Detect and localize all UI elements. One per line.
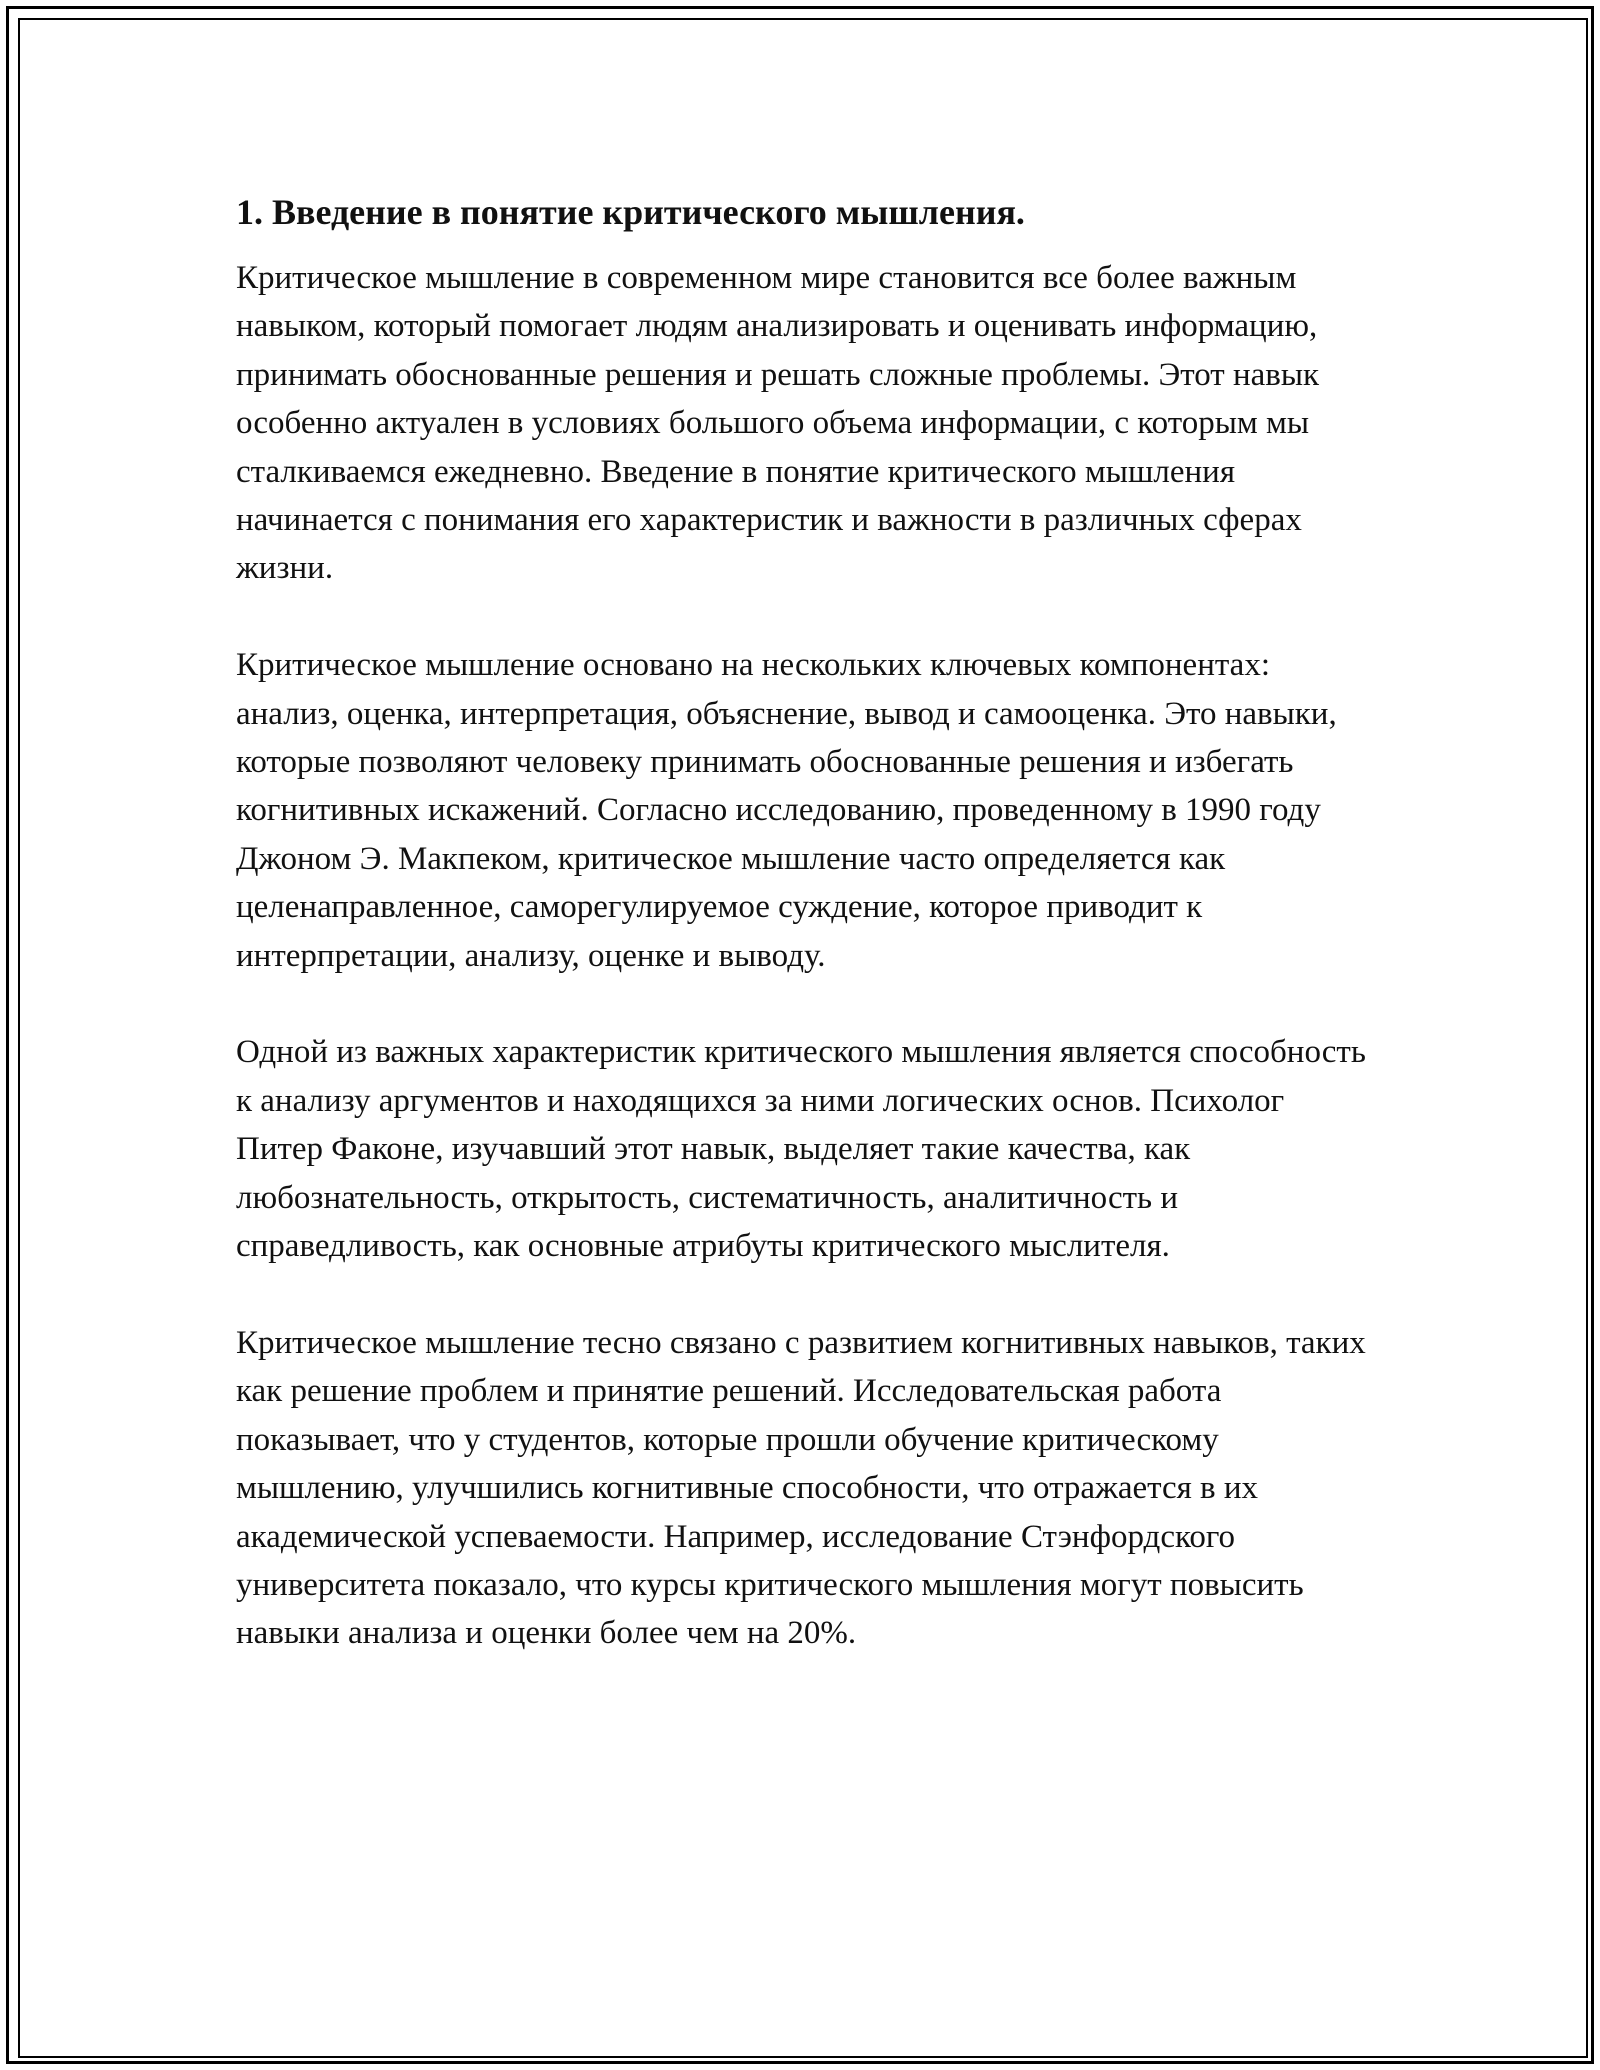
section-heading: 1. Введение в понятие критического мышления. (236, 192, 1025, 232)
paragraph-4: Критическое мышление тесно связано с развитием когнитивных навыков, таких как решение проблем и принятие решений. Исследовательская работа показывает, что у студентов, которые прошли обучение критическому мышлению, улучшились когнитивные способности, что отражается в их академической успеваемости. Например, исследование Стэнфордского университета показало, что курсы критического мышления могут повысить навыки анализа и оценки более чем на 20%. (236, 1324, 1366, 1652)
paragraph-2: Критическое мышление основано на нескольких ключевых компонентах: анализ, оценка, интерпретация, объяснение, вывод и самооценка. Это навыки, которые позволяют человеку принимать обоснованные решения и избегать когнитивных искажений. Согласно исследованию, проведенному в 1990 году Джоном Э. Макпеком, критическое мышление часто определяется как целенаправленное, саморегулируемое суждение, которое приводит к интерпретации, анализу, оценке и выводу. (236, 647, 1337, 974)
paragraph-1: Критическое мышление в современном мире становится все более важным навыком, который помогает людям анализировать и оценивать информацию, принимать обоснованные решения и решать сложные проблемы. Этот навык особенно актуален в условиях большого объема информации, с которым мы сталкиваемся ежедневно. Введение в понятие критического мышления начинается с понимания его характеристик и важности в различных сферах жизни. (236, 260, 1320, 587)
paragraph-3: Одной из важных характеристик критического мышления является способность к анализу аргументов и находящихся за ними логических основ. Психолог Питер Факоне, изучавший этот навык, выделяет такие качества, как любознательность, открытость, систематичность, аналитичность и справедливость, как основные атрибуты критического мыслителя. (236, 1034, 1366, 1265)
document-body (236, 186, 1366, 1706)
